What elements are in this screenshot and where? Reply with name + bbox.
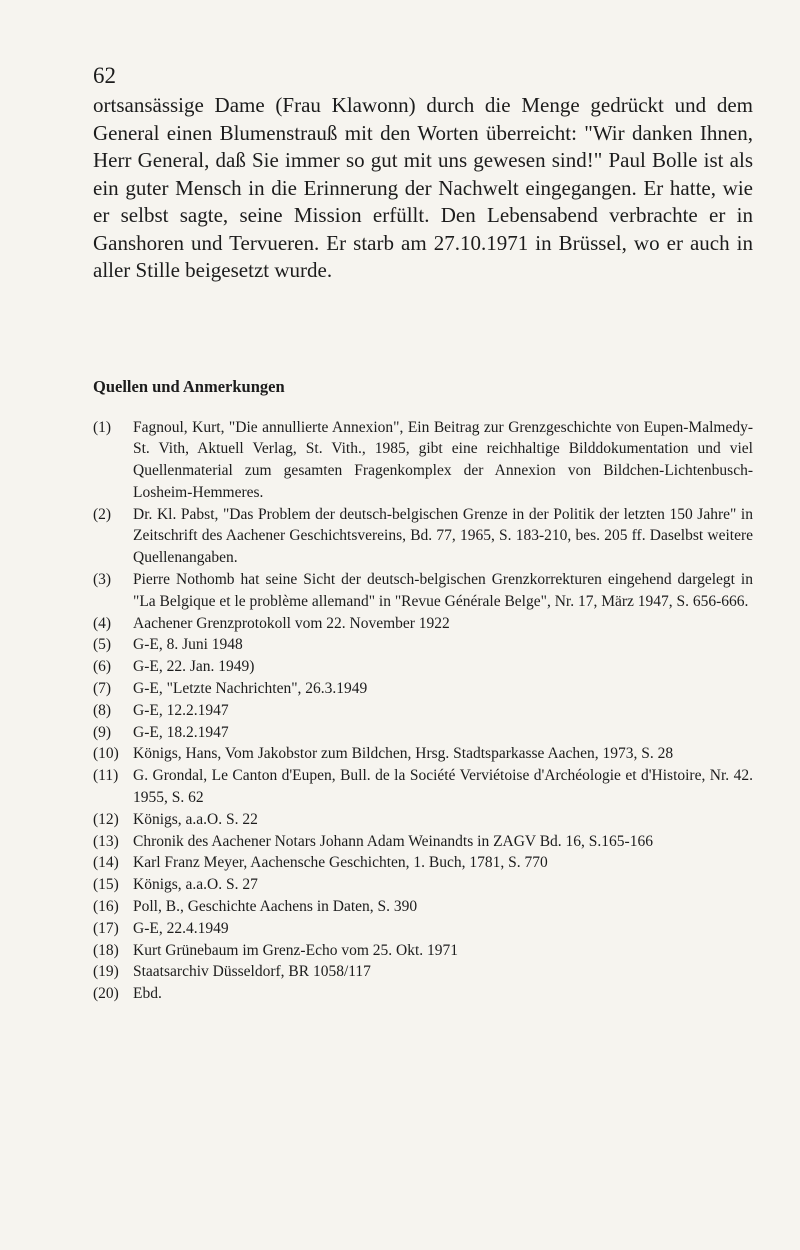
note-text: Aachener Grenzprotokoll vom 22. November 1922: [133, 614, 450, 632]
note-item: [93, 852, 753, 874]
page-number: 62: [93, 63, 116, 88]
note-number: (17): [93, 919, 119, 937]
note-number: (5): [93, 636, 112, 654]
note-number: (3): [93, 571, 112, 589]
note-text: G-E, 22. Jan. 1949): [133, 658, 255, 676]
note-number: (8): [93, 701, 112, 719]
note-item: [93, 678, 753, 700]
note-text: Königs, a.a.O. S. 22: [133, 810, 258, 828]
note-text: Ebd.: [133, 985, 162, 1003]
note-text: Kurt Grünebaum im Grenz-Echo vom 25. Okt. 1971: [133, 941, 459, 959]
note-item: [93, 634, 753, 656]
note-text: Karl Franz Meyer, Aachensche Geschichten, 1. Buch, 1781, S. 770: [133, 854, 548, 872]
note-text: Poll, B., Geschichte Aachens in Daten, S. 390: [133, 898, 418, 916]
note-text: G-E, 8. Juni 1948: [133, 636, 243, 654]
note-item: [93, 417, 753, 504]
note-item: [93, 722, 753, 744]
note-number: (12): [93, 810, 119, 828]
note-number: (16): [93, 898, 119, 916]
note-item: [93, 613, 753, 635]
note-text: Chronik des Aachener Notars Johann Adam Weinandts in ZAGV Bd. 16, S.165-166: [133, 832, 653, 850]
note-item: [93, 896, 753, 918]
note-item: [93, 983, 753, 1005]
note-item: [93, 656, 753, 678]
note-number: (15): [93, 876, 119, 894]
body-paragraph: ortsansässige Dame (Frau Klawonn) durch die Menge gedrückt und dem General einen Blumenstrauß mit den Worten überreicht: "Wir danken Ihnen, Herr General, daß Sie immer so gut mit uns gewesen sind!" Paul Bolle ist als ein guter Mensch in die Erinnerung der Nachwelt eingegangen. Er hatte, wie er selbst sagte, seine Mission erfüllt. Den Lebensabend verbrachte er in Ganshoren und Tervueren. Er starb am 27.10.1971 in Brüssel, wo er auch in aller Stille beigesetzt wurde.: [93, 93, 753, 282]
note-text: G-E, 12.2.1947: [133, 701, 229, 719]
note-text: Dr. Kl. Pabst, "Das Problem der deutsch-belgischen Grenze in der Politik der letzten 150 Jahre" in Zeitschrift des Aachener Geschichtsvereins, Bd. 77, 1965, S. 183-210, bes. 205 ff. Daselbst weitere Quellenangaben.: [133, 505, 753, 567]
note-number: (20): [93, 985, 119, 1003]
book-page: [93, 62, 753, 1005]
note-item: [93, 700, 753, 722]
note-text: Pierre Nothomb hat seine Sicht der deutsch-belgischen Grenzkorrekturen eingehend dargelegt in "La Belgique et le problème allemand" in "Revue Générale Belge", Nr. 17, März 1947, S. 656-666.: [133, 571, 753, 610]
note-item: [93, 961, 753, 983]
note-text: G. Grondal, Le Canton d'Eupen, Bull. de la Société Verviétoise d'Archéologie et d'Histoire, Nr. 42. 1955, S. 62: [133, 767, 753, 807]
note-text: Königs, Hans, Vom Jakobstor zum Bildchen, Hrsg. Stadtsparkasse Aachen, 1973, S. 28: [133, 745, 674, 763]
note-number: (10): [93, 745, 119, 763]
notes-list: [93, 417, 753, 1006]
note-item: [93, 918, 753, 940]
note-number: (6): [93, 658, 112, 676]
note-text: Fagnoul, Kurt, "Die annullierte Annexion", Ein Beitrag zur Grenzgeschichte von Eupen-Malmedy-St. Vith, Aktuell Verlag, St. Vith., 1985, gibt eine reichhaltige Bilddokumentation und viel Quellenmaterial zum gesamten Fragenkomplex der Annexion von Bildchen-Lichtenbusch-Losheim-Hemmeres.: [133, 418, 753, 501]
note-number: (1): [93, 418, 112, 436]
note-item: [93, 569, 753, 613]
note-text: G-E, "Letzte Nachrichten", 26.3.1949: [133, 680, 368, 698]
note-text: Königs, a.a.O. S. 27: [133, 876, 258, 894]
note-number: (2): [93, 505, 112, 523]
note-item: [93, 874, 753, 896]
notes-heading: Quellen und Anmerkungen: [93, 376, 285, 396]
note-text: G-E, 18.2.1947: [133, 723, 229, 741]
note-number: (13): [93, 832, 119, 850]
note-text: G-E, 22.4.1949: [133, 919, 229, 937]
note-number: (11): [93, 767, 119, 785]
note-item: [93, 504, 753, 569]
note-number: (7): [93, 680, 112, 698]
note-item: [93, 809, 753, 831]
note-item: [93, 765, 753, 809]
note-number: (4): [93, 614, 112, 632]
note-item: [93, 940, 753, 962]
note-number: (19): [93, 963, 119, 981]
note-number: (18): [93, 941, 119, 959]
note-number: (9): [93, 723, 112, 741]
note-item: [93, 743, 753, 765]
note-number: (14): [93, 854, 119, 872]
note-text: Staatsarchiv Düsseldorf, BR 1058/117: [133, 963, 371, 981]
note-item: [93, 831, 753, 853]
